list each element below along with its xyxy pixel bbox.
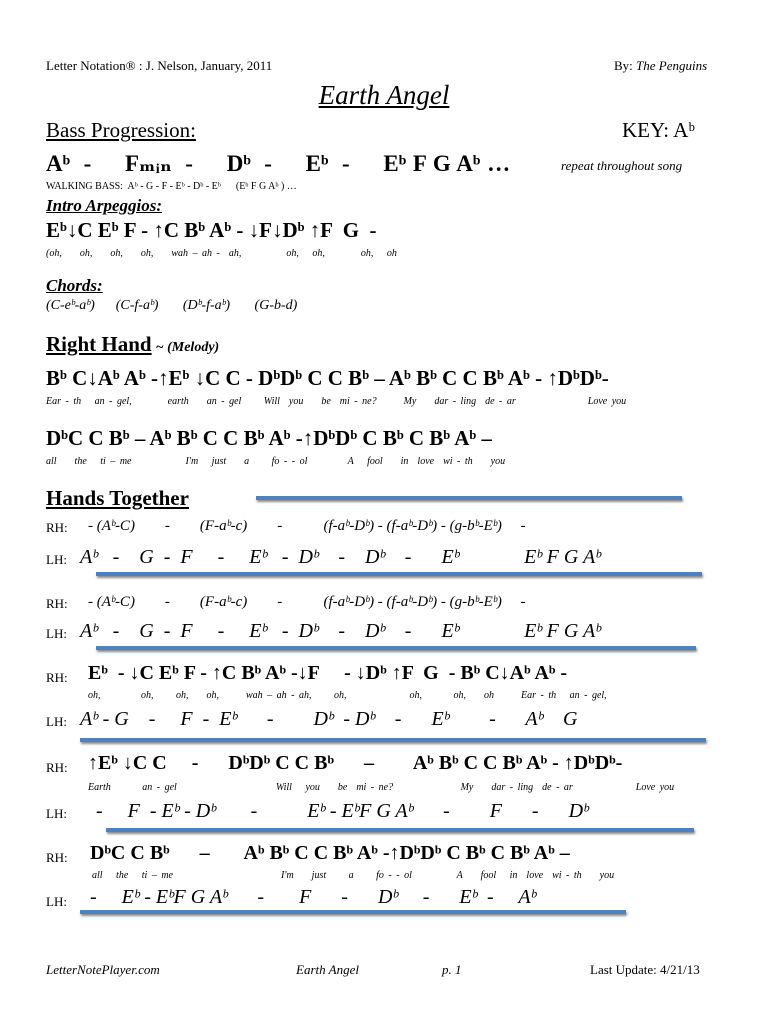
row5-lh: - Eᵇ - EᵇF G Aᵇ - F - Dᵇ - Eᵇ - Aᵇ bbox=[90, 886, 536, 908]
row1-lh: Aᵇ - G - F - Eᵇ - Dᵇ - Dᵇ - Eᵇ Eᵇ F G Aᵇ bbox=[80, 546, 601, 568]
row3-lh: Aᵇ - G - F - Eᵇ - Dᵇ - Dᵇ - Eᵇ - Aᵇ G bbox=[80, 708, 578, 730]
intro-heading: Intro Arpeggios: bbox=[46, 196, 163, 215]
footer-site: LetterNotePlayer.com bbox=[46, 962, 160, 977]
intro-lyrics: (oh, oh, oh, oh, wah – ah - ah, oh, oh, oh, oh bbox=[46, 248, 397, 259]
row2-rh: - (Aᵇ-C) - (F-aᵇ-c) - (f-aᵇ-Dᵇ) - (f-aᵇ-Dᵇ) - (g-bᵇ-Eᵇ) - bbox=[88, 594, 526, 610]
lh-label: LH: bbox=[46, 626, 67, 641]
key-label: KEY: Aᵇ bbox=[622, 118, 695, 142]
right-hand-heading-group bbox=[46, 332, 219, 357]
row4-lh: - F - Eᵇ - Dᵇ - Eᵇ - EᵇF G Aᵇ - F - Dᵇ bbox=[96, 800, 589, 822]
footer-update: Last Update: 4/21/13 bbox=[590, 962, 700, 977]
divider-rule bbox=[256, 496, 682, 500]
header-by bbox=[614, 58, 707, 74]
lh-label: LH: bbox=[46, 714, 67, 729]
divider-rule bbox=[96, 646, 696, 650]
divider-rule bbox=[106, 828, 694, 832]
rh-label: RH: bbox=[46, 760, 68, 775]
divider-rule bbox=[96, 572, 702, 576]
page-title: Earth Angel bbox=[318, 80, 450, 110]
header-artist: The Penguins bbox=[636, 58, 708, 73]
lh-label: LH: bbox=[46, 552, 67, 567]
header-by-label: By: bbox=[614, 58, 633, 73]
bass-heading: Bass Progression: bbox=[46, 118, 196, 142]
chords-list: (C-eᵇ-aᵇ) (C-f-aᵇ) (Dᵇ-f-aᵇ) (G-b-d) bbox=[46, 298, 298, 313]
rh-label: RH: bbox=[46, 520, 68, 535]
row1-rh: - (Aᵇ-C) - (F-aᵇ-c) - (f-aᵇ-Dᵇ) - (f-aᵇ-Dᵇ) - (g-bᵇ-Eᵇ) - bbox=[88, 518, 526, 534]
rh-label: RH: bbox=[46, 596, 68, 611]
lh-label: LH: bbox=[46, 806, 67, 821]
melody-lyrics-2: all the ti – me I'm just a fo - - ol A fool in love wi - th you bbox=[46, 456, 506, 467]
row5-lyrics: all the ti – me I'm just a fo - - ol A fool in love wi - th you bbox=[92, 870, 615, 881]
melody-line-2: DᵇC C Bᵇ – Aᵇ Bᵇ C C Bᵇ Aᵇ -↑DᵇDᵇ C Bᵇ C Bᵇ Aᵇ – bbox=[46, 426, 492, 450]
divider-rule bbox=[80, 910, 626, 914]
right-hand-heading: Right Hand bbox=[46, 332, 152, 356]
walking-bass: WALKING BASS: Aᵇ - G - F - Eᵇ - Dᵇ - Eᵇ (Eᵇ F G Aᵇ ) … bbox=[46, 181, 297, 192]
melody-line-1: Bᵇ C↓Aᵇ Aᵇ -↑Eᵇ ↓C C - DᵇDᵇ C C Bᵇ – Aᵇ Bᵇ C C Bᵇ Aᵇ - ↑DᵇDᵇ- bbox=[46, 366, 609, 390]
row2-lh: Aᵇ - G - F - Eᵇ - Dᵇ - Dᵇ - Eᵇ Eᵇ F G Aᵇ bbox=[80, 620, 601, 642]
bass-progression: Aᵇ - Fₘᵢₙ - Dᵇ - Eᵇ - Eᵇ F G Aᵇ … bbox=[46, 151, 511, 176]
row3-rh: Eᵇ - ↓C Eᵇ F - ↑C Bᵇ Aᵇ -↓F - ↓Dᵇ ↑F G - Bᵇ C↓Aᵇ Aᵇ - bbox=[88, 662, 568, 684]
row4-rh: ↑Eᵇ ↓C C - DᵇDᵇ C C Bᵇ – Aᵇ Bᵇ C C Bᵇ Aᵇ - ↑DᵇDᵇ- bbox=[88, 752, 623, 774]
hands-together-heading: Hands Together bbox=[46, 486, 189, 510]
rh-label: RH: bbox=[46, 850, 68, 865]
rh-label: RH: bbox=[46, 670, 68, 685]
header-credit: Letter Notation® : J. Nelson, January, 2011 bbox=[46, 58, 273, 73]
lh-label: LH: bbox=[46, 894, 67, 909]
footer-song: Earth Angel bbox=[296, 962, 359, 977]
intro-notes: Eᵇ↓C Eᵇ F - ↑C Bᵇ Aᵇ - ↓F↓Dᵇ ↑F G - bbox=[46, 218, 377, 242]
repeat-note: repeat throughout song bbox=[561, 158, 683, 173]
chords-heading: Chords: bbox=[46, 276, 103, 295]
footer-page: p. 1 bbox=[442, 962, 462, 977]
row5-rh: DᵇC C Bᵇ – Aᵇ Bᵇ C C Bᵇ Aᵇ -↑DᵇDᵇ C Bᵇ C Bᵇ Aᵇ – bbox=[90, 842, 570, 864]
row3-lyrics: oh, oh, oh, oh, wah – ah - ah, oh, oh, oh, oh Ear - th an - gel, bbox=[88, 690, 607, 701]
melody-lyrics-1: Ear - th an - gel, earth an - gel Will you be mi - ne? My dar - ling de - ar Love you bbox=[46, 396, 627, 407]
divider-rule bbox=[80, 738, 706, 742]
row4-lyrics: Earth an - gel Will you be mi - ne? My dar - ling de - ar Love you bbox=[88, 782, 675, 793]
right-hand-sub: ~ (Melody) bbox=[155, 340, 220, 355]
